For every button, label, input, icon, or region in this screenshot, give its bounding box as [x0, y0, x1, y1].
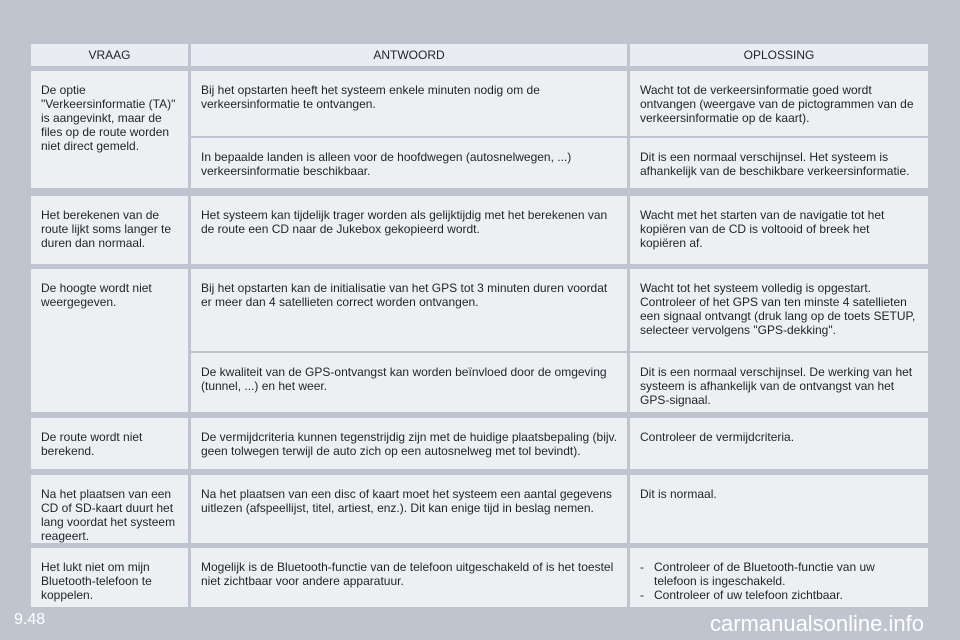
question-cell: De hoogte wordt niet weergegeven.	[31, 269, 188, 412]
solution-cell: Wacht tot de verkeersinformatie goed wordt ontvangen (weergave van de pictogrammen van de verkeersinformatie op de kaart).	[630, 71, 928, 136]
question-cell: Het lukt niet om mijn Bluetooth-telefoon te koppelen.	[31, 548, 188, 607]
list-item: - Controleer of uw telefoon zichtbaar.	[640, 588, 918, 602]
question-cell: De optie "Verkeersinformatie (TA)" is aangevinkt, maar de files op de route worden niet direct gemeld.	[31, 71, 188, 188]
solution-cell	[630, 548, 928, 607]
watermark: carmanualsonline.info	[709, 611, 924, 636]
answer-cell: Bij het opstarten kan de initialisatie van het GPS tot 3 minuten duren voordat er meer dan 4 satellieten correct worden ontvangen.	[191, 269, 627, 351]
solution-list	[640, 560, 918, 602]
page-number: 9.48	[14, 611, 46, 628]
solution-cell: Controleer de vermijdcriteria.	[630, 418, 928, 469]
header-question: VRAAG	[31, 44, 188, 66]
answer-cell: Na het plaatsen van een disc of kaart moet het systeem een aantal gegevens uitlezen (afspeellijst, titel, artiest, enz.). Dit kan enige tijd in beslag nemen.	[191, 475, 627, 543]
answer-cell: Bij het opstarten heeft het systeem enkele minuten nodig om de verkeersinformatie te ontvangen.	[191, 71, 627, 136]
answer-cell: Mogelijk is de Bluetooth-functie van de telefoon uitgeschakeld of is het toestel niet zichtbaar voor andere apparatuur.	[191, 548, 627, 607]
solution-cell: Dit is een normaal verschijnsel. De werking van het systeem is afhankelijk van de ontvangst van het GPS-signaal.	[630, 353, 928, 412]
question-cell: Het berekenen van de route lijkt soms langer te duren dan normaal.	[31, 196, 188, 264]
answer-cell: In bepaalde landen is alleen voor de hoofdwegen (autosnelwegen, ...) verkeersinformatie beschikbaar.	[191, 138, 627, 188]
question-cell: De route wordt niet berekend.	[31, 418, 188, 469]
header-answer: ANTWOORD	[191, 44, 627, 66]
solution-cell: Dit is normaal.	[630, 475, 928, 543]
answer-cell: Het systeem kan tijdelijk trager worden als gelijktijdig met het berekenen van de route een CD naar de Jukebox gekopieerd wordt.	[191, 196, 627, 264]
solution-cell: Wacht tot het systeem volledig is opgestart. Controleer of het GPS van ten minste 4 satellieten een signaal ontvangt (druk lang op de toets SETUP, selecteer vervolgens "GPS-dekking".	[630, 269, 928, 351]
question-cell: Na het plaatsen van een CD of SD-kaart duurt het lang voordat het systeem reageert.	[31, 475, 188, 543]
solution-cell: Wacht met het starten van de navigatie tot het kopiëren van de CD is voltooid of breek het kopiëren af.	[630, 196, 928, 264]
solution-cell: Dit is een normaal verschijnsel. Het systeem is afhankelijk van de beschikbare verkeersinformatie.	[630, 138, 928, 188]
header-solution: OPLOSSING	[630, 44, 928, 66]
answer-cell: De vermijdcriteria kunnen tegenstrijdig zijn met de huidige plaatsbepaling (bijv. geen tolwegen terwijl de auto zich op een autosnelweg met tol bevindt).	[191, 418, 627, 469]
list-item: - Controleer of de Bluetooth-functie van uw telefoon is ingeschakeld.	[640, 560, 918, 588]
answer-cell: De kwaliteit van de GPS-ontvangst kan worden beïnvloed door de omgeving (tunnel, ...) en het weer.	[191, 353, 627, 412]
